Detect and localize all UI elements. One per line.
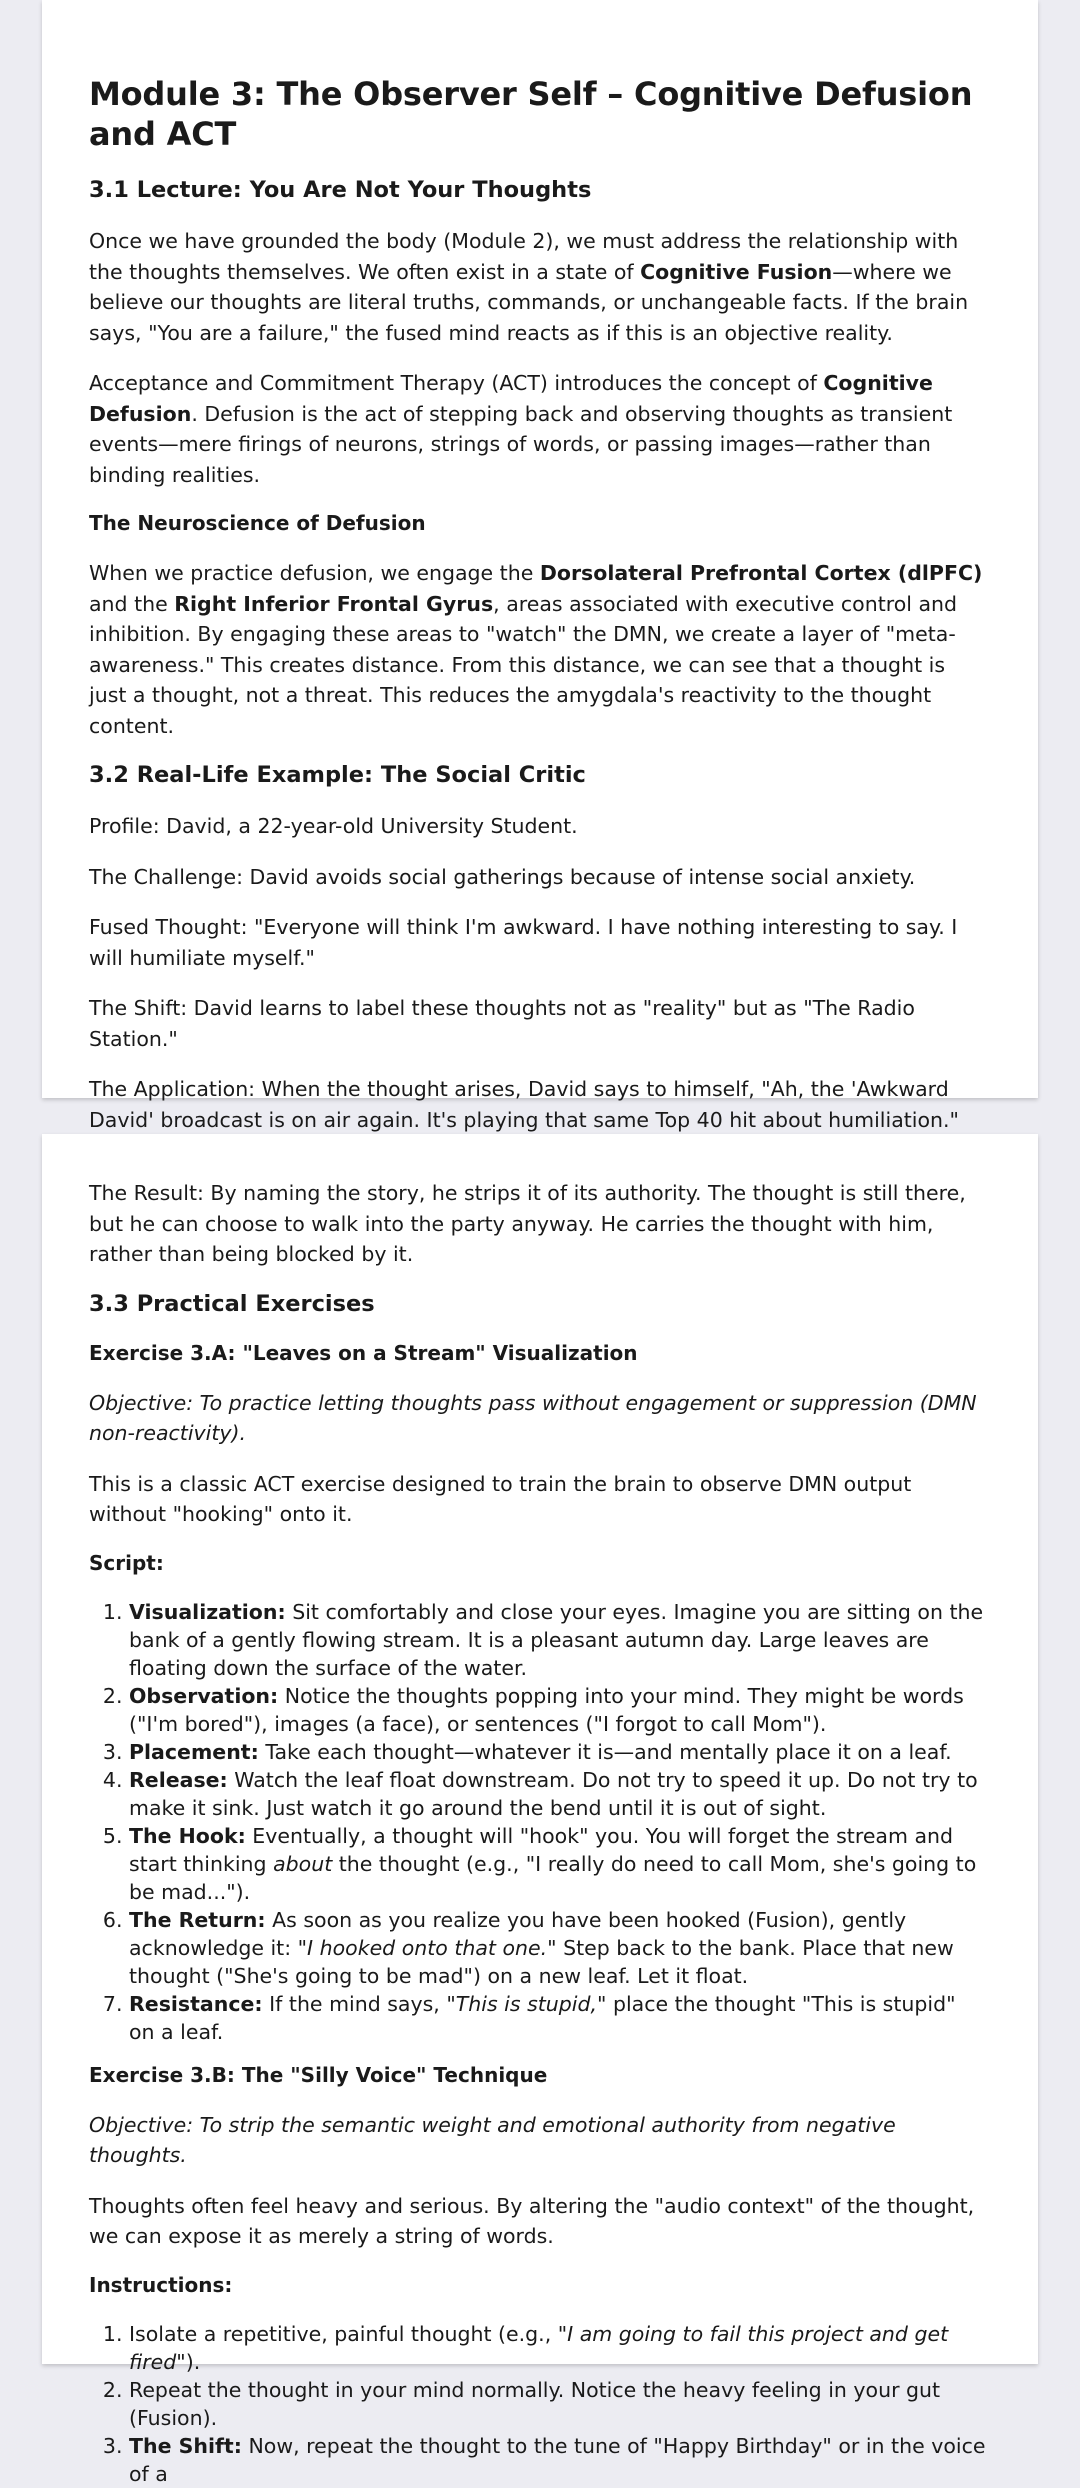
list-item: 5. The Hook: Eventually, a thought will "hook" you. You will forget the stream and start thinking about the thought (e.g., "I really do need to call Mom, she's going to be mad..."). <box>129 1822 986 1906</box>
paragraph-neuroscience: When we practice defusion, we engage the Dorsolateral Prefrontal Cortex (dlPFC) and the Right Inferior Frontal Gyrus, areas associated with executive control and inhibition. By engaging these areas to "watch" the DMN, we create a layer of "meta-awareness." This creates distance. From this distance, we can see that a thought is just a thought, not a threat. This reduces the amygdala's reactivity to the thought content. <box>89 561 983 738</box>
example-challenge: The Challenge: David avoids social gatherings because of intense social anxiety. <box>89 864 916 889</box>
example-shift: The Shift: David learns to label these thoughts not as "reality" but as "The Radio Station." <box>89 996 915 1051</box>
list-item: 7. Resistance: If the mind says, "This is stupid," place the thought "This is stupid" on a leaf. <box>129 1990 986 2046</box>
section-heading-lecture: 3.1 Lecture: You Are Not Your Thoughts <box>89 177 592 203</box>
section-heading-exercises: 3.3 Practical Exercises <box>89 1290 375 1317</box>
document-page-1 <box>42 0 1038 1132</box>
paragraph-cognitive-fusion: Once we have grounded the body (Module 2), we must address the relationship with the thoughts themselves. We often exist in a state of Cognitive Fusion—where we believe our thoughts are literal truths, commands, or unchangeable facts. If the brain says, "You are a failure," the fused mind reacts as if this is an objective reality. <box>89 229 969 345</box>
exercise-a-intro: This is a classic ACT exercise designed to train the brain to observe DMN output without "hooking" onto it. <box>89 1471 912 1527</box>
exercise-a-objective: Objective: To practice letting thoughts pass without engagement or suppression (DMN non-reactivity). <box>89 1390 977 1446</box>
list-item: 4. Release: Watch the leaf float downstream. Do not try to speed it up. Do not try to make it sink. Just watch it go around the bend until it is out of sight. <box>129 1766 986 1822</box>
paragraph-cognitive-defusion: Acceptance and Commitment Therapy (ACT) introduces the concept of Cognitive Defusion. Defusion is the act of stepping back and observing thoughts as transient events—mere firings of neurons, strings of words, or passing images—rather than binding realities. <box>89 371 953 487</box>
instructions-label: Instructions: <box>89 2272 233 2297</box>
exercise-b-intro: Thoughts often feel heavy and serious. By altering the "audio context" of the thought, we can expose it as merely a string of words. <box>89 2193 975 2249</box>
example-fused-thought: Fused Thought: "Everyone will think I'm awkward. I have nothing interesting to say. I will humiliate myself." <box>89 915 958 970</box>
list-item: 1. Visualization: Sit comfortably and close your eyes. Imagine you are sitting on the bank of a gently flowing stream. It is a pleasant autumn day. Large leaves are floating down the surface of the water. <box>129 1598 986 1682</box>
exercise-a-heading: Exercise 3.A: "Leaves on a Stream" Visualization <box>89 1340 638 1365</box>
document-page-2 <box>42 1134 1038 2486</box>
term-cognitive-fusion: Cognitive Fusion <box>640 259 833 284</box>
exercise-b-heading: Exercise 3.B: The "Silly Voice" Technique <box>89 2062 548 2087</box>
term-rifg: Right Inferior Frontal Gyrus <box>174 591 494 616</box>
list-item: 1. Isolate a repetitive, painful thought (e.g., "I am going to fail this project and get fired"). <box>129 2320 986 2376</box>
exercise-b-instructions <box>89 2320 986 2488</box>
exercise-a-steps <box>89 1598 986 2046</box>
section-heading-example: 3.2 Real-Life Example: The Social Critic <box>89 762 586 789</box>
subheading-neuroscience: The Neuroscience of Defusion <box>89 511 426 536</box>
example-profile: Profile: David, a 22-year-old University Student. <box>89 814 578 839</box>
term-cognitive-defusion: Cognitive Defusion <box>89 371 933 426</box>
list-item: 3. The Shift: Now, repeat the thought to the tune of "Happy Birthday" or in the voice of a <box>129 2432 986 2488</box>
example-result: The Result: By naming the story, he strips it of its authority. The thought is still there, but he can choose to walk into the party anyway. He carries the thought with him, rather than being blocked by it. <box>89 1181 966 1266</box>
list-item: 6. The Return: As soon as you realize you have been hooked (Fusion), gently acknowledge it: "I hooked onto that one." Step back to the bank. Place that new thought ("She's going to be mad") on a new leaf. Let it float. <box>129 1906 986 1990</box>
example-application: The Application: When the thought arises, David says to himself, "Ah, the 'Awkward David' broadcast is on air again. It's playing that same Top 40 hit about humiliation." <box>89 1077 959 1132</box>
list-item: 2. Observation: Notice the thoughts popping into your mind. They might be words ("I'm bored"), images (a face), or sentences ("I forgot to call Mom"). <box>129 1682 986 1738</box>
script-label: Script: <box>89 1550 164 1575</box>
list-item: 3. Placement: Take each thought—whatever it is—and mentally place it on a leaf. <box>129 1738 986 1766</box>
list-item: 2. Repeat the thought in your mind normally. Notice the heavy feeling in your gut (Fusion). <box>129 2376 986 2432</box>
exercise-b-objective: Objective: To strip the semantic weight and emotional authority from negative thoughts. <box>89 2112 896 2168</box>
term-dlpfc: Dorsolateral Prefrontal Cortex (dlPFC) <box>539 561 983 586</box>
module-title: Module 3: The Observer Self – Cognitive Defusion and ACT <box>89 75 973 153</box>
